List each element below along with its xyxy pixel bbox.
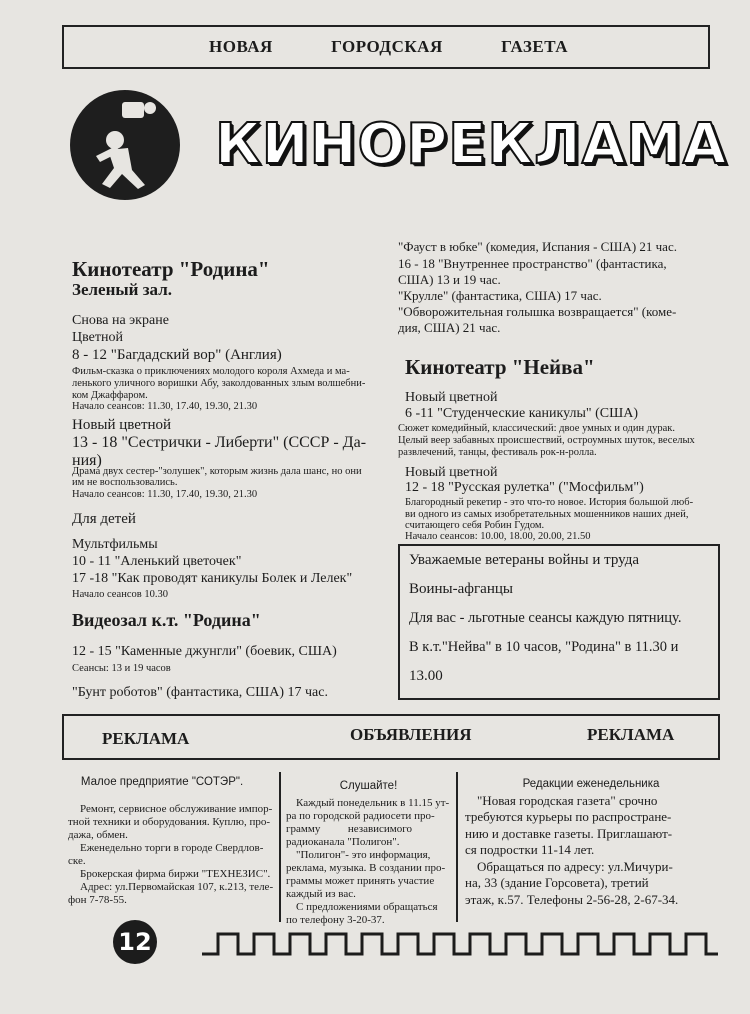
film-student-desc-1: Сюжет комедийный, классический: двое умных и один дурак. xyxy=(398,423,675,434)
video-hall-title: Видеозал к.т. "Родина" xyxy=(72,610,261,630)
kids-label: Для детей xyxy=(72,511,136,527)
film-sisters-desc-2: им не воспользовались. xyxy=(72,477,178,488)
film-dove-1: "Обворожительная голышка возвращается" (коме- xyxy=(398,304,677,319)
ad-soter-title: Малое предприятие "СОТЭР". xyxy=(80,776,244,788)
ad-radio-line-10: по телефону 3-20-37. xyxy=(286,914,385,926)
film-robots: "Бунт роботов" (фантастика, США) 17 час. xyxy=(72,685,328,700)
column-divider-1 xyxy=(279,772,281,922)
film-roulette-desc-3: считающего себя Робин Гудом. xyxy=(405,520,545,531)
ad-radio xyxy=(286,780,451,927)
ad-soter-line-6: Брокерская фирма биржи "ТЕХНЕЗИС". xyxy=(80,868,271,880)
film-sisters-2: ния) xyxy=(72,452,102,469)
masthead-word-city: ГОРОДСКАЯ xyxy=(331,37,443,56)
film-krulle: "Крулле" (фантастика, США) 17 час. xyxy=(398,288,602,303)
ad-radio-line-2: ра по городской радиосети про- xyxy=(286,810,435,822)
ad-radio-line-1: Каждый понедельник в 11.15 ут- xyxy=(296,797,450,809)
ad-couriers-line-6: на, 33 (здание Горсовета), третий xyxy=(465,875,649,890)
ad-radio-line-3: грамму независимого xyxy=(286,823,412,835)
film-roulette-desc-2: ви одного из самых изобретательных мошенников наших дней, xyxy=(405,509,689,520)
ad-soter-line-8: фон 7-78-55. xyxy=(68,894,127,906)
film-baghdad-desc-3: ком Джаффаром. xyxy=(72,390,148,401)
new-color-label-2: Новый цветной xyxy=(405,390,498,405)
ad-soter-line-4: Еженедельно торги в городе Свердлов- xyxy=(80,842,264,854)
ad-radio-line-5: "Полигон"- это информация, xyxy=(296,849,431,861)
ad-couriers-title: Редакции еженедельника xyxy=(522,778,660,790)
film-baghdad-sessions: Начало сеансов: 11.30, 17.40, 19.30, 21.30 xyxy=(72,401,258,412)
film-baghdad-desc-1: Фильм-сказка о приключениях молодого короля Ахмеда и ма- xyxy=(72,366,350,377)
veterans-line-2: Воины-афганцы xyxy=(409,581,513,597)
masthead xyxy=(62,25,710,69)
film-student-vacation: 6 -11 "Студенческие каникулы" (США) xyxy=(405,406,638,421)
film-baghdad: 8 - 12 "Багдадский вор" (Англия) xyxy=(72,347,282,363)
ads-bar-left: РЕКЛАМА xyxy=(102,729,190,748)
ad-soter-line-3: дажа, обмен. xyxy=(68,829,128,841)
ads-bar xyxy=(62,714,720,760)
masthead-word-newspaper: ГАЗЕТА xyxy=(501,37,568,56)
cartoons-label: Мультфильмы xyxy=(72,537,158,552)
veterans-line-3: Для вас - льготные сеансы каждую пятницу. xyxy=(409,610,682,626)
film-russian-roulette: 12 - 18 "Русская рулетка" ("Мосфильм") xyxy=(405,480,644,495)
page-number: 12 xyxy=(113,920,157,964)
on-screen-label: Снова на экране xyxy=(72,313,169,328)
cartoon-flower: 10 - 11 "Аленький цветочек" xyxy=(72,554,242,569)
green-hall-label: Зеленый зал. xyxy=(72,280,172,299)
ad-couriers-line-3: нию и доставке газеты. Приглашают- xyxy=(465,825,673,841)
column-divider-2 xyxy=(456,772,458,922)
film-sisters-sessions: Начало сеансов: 11.30, 17.40, 19.30, 21.30 xyxy=(72,489,258,500)
ad-couriers xyxy=(465,776,717,908)
ads-bar-center: ОБЪЯВЛЕНИЯ xyxy=(350,725,472,744)
ad-radio-line-8: каждый из вас. xyxy=(286,888,356,900)
decorative-border-icon xyxy=(200,928,720,958)
veterans-notice xyxy=(398,544,720,700)
film-jungle-sessions: Сеансы: 13 и 19 часов xyxy=(72,663,171,674)
ad-couriers-line-2: требуются курьеры по распростране- xyxy=(465,809,672,824)
ad-radio-title: Слушайте! xyxy=(339,780,398,792)
veterans-line-5: 13.00 xyxy=(409,668,443,684)
film-inner-space-2: США) 13 и 19 час. xyxy=(398,272,501,287)
veterans-line-1: Уважаемые ветераны войны и труда xyxy=(409,552,640,568)
film-student-desc-2: Целый веер забавных происшествий, остроумных шуток, веселых xyxy=(398,435,695,446)
cartoon-sessions: Начало сеансов 10.30 xyxy=(72,589,168,600)
ad-couriers-line-5: Обращаться по адресу: ул.Мичури- xyxy=(477,858,673,874)
film-faust: "Фауст в юбке" (комедия, Испания - США) 21 час. xyxy=(398,239,677,254)
new-color-label: Новый цветной xyxy=(72,417,172,433)
masthead-word-new: НОВАЯ xyxy=(209,37,273,56)
film-sisters-1: 13 - 18 "Сестрички - Либерти" (СССР - Да- xyxy=(72,434,367,451)
cinema-rodina-title: Кинотеатр "Родина" xyxy=(72,257,270,281)
cinema-neiva-title: Кинотеатр "Нейва" xyxy=(405,355,595,379)
film-sisters-desc-1: Драма двух сестер-"золушек", которым жизнь дала шанс, но они xyxy=(72,466,362,477)
film-inner-space-1: 16 - 18 "Внутреннее пространство" (фантастика, xyxy=(398,256,667,271)
ad-radio-line-9: С предложениями обращаться xyxy=(296,901,438,913)
ads-bar-right: РЕКЛАМА xyxy=(587,725,675,744)
cartoon-bolek: 17 -18 "Как проводят каникулы Болек и Лелек" xyxy=(72,571,353,586)
film-student-desc-3: развлечений, танцы, фестиваль рок-н-ролла. xyxy=(398,447,597,458)
ad-couriers-line-4: ся подростки 11-14 лет. xyxy=(465,842,595,857)
film-baghdad-desc-2: ленького уличного воришки Абу, заколдованных злым волшебни- xyxy=(72,378,366,389)
section-title: КИНОРЕКЛАМА xyxy=(215,112,728,177)
film-logo-icon xyxy=(70,90,180,200)
ad-couriers-line-7: этаж, к.57. Телефоны 2-56-28, 2-67-34. xyxy=(465,891,679,907)
film-dove-2: дия, США) 21 час. xyxy=(398,320,501,335)
ad-radio-line-4: радиоканала "Полигон". xyxy=(286,836,400,848)
film-roulette-desc-1: Благородный рекетир - это что-то новое. История большой люб- xyxy=(405,497,694,508)
film-roulette-sessions: Начало сеансов: 10.00, 18.00, 20.00, 21.50 xyxy=(405,531,591,542)
ad-radio-line-7: граммы может принять участие xyxy=(286,875,435,887)
ad-couriers-line-1: "Новая городская газета" срочно xyxy=(477,792,658,808)
ad-soter-line-7: Адрес: ул.Первомайская 107, к.213, теле- xyxy=(80,881,274,893)
film-jungle: 12 - 15 "Каменные джунгли" (боевик, США) xyxy=(72,644,337,659)
ad-soter-line-2: тной техники и оборудования. Куплю, про- xyxy=(68,816,271,828)
ad-radio-line-6: реклама, музыка. В создании про- xyxy=(286,862,446,874)
new-color-label-3: Новый цветной xyxy=(405,465,498,480)
ad-soter-line-1: Ремонт, сервисное обслуживание импор- xyxy=(80,803,273,815)
color-label: Цветной xyxy=(72,330,123,345)
ad-soter-line-5: ске. xyxy=(68,855,86,867)
veterans-line-4: В к.т."Нейва" в 10 часов, "Родина" в 11.30 и xyxy=(409,639,679,655)
ad-soter xyxy=(68,776,276,907)
